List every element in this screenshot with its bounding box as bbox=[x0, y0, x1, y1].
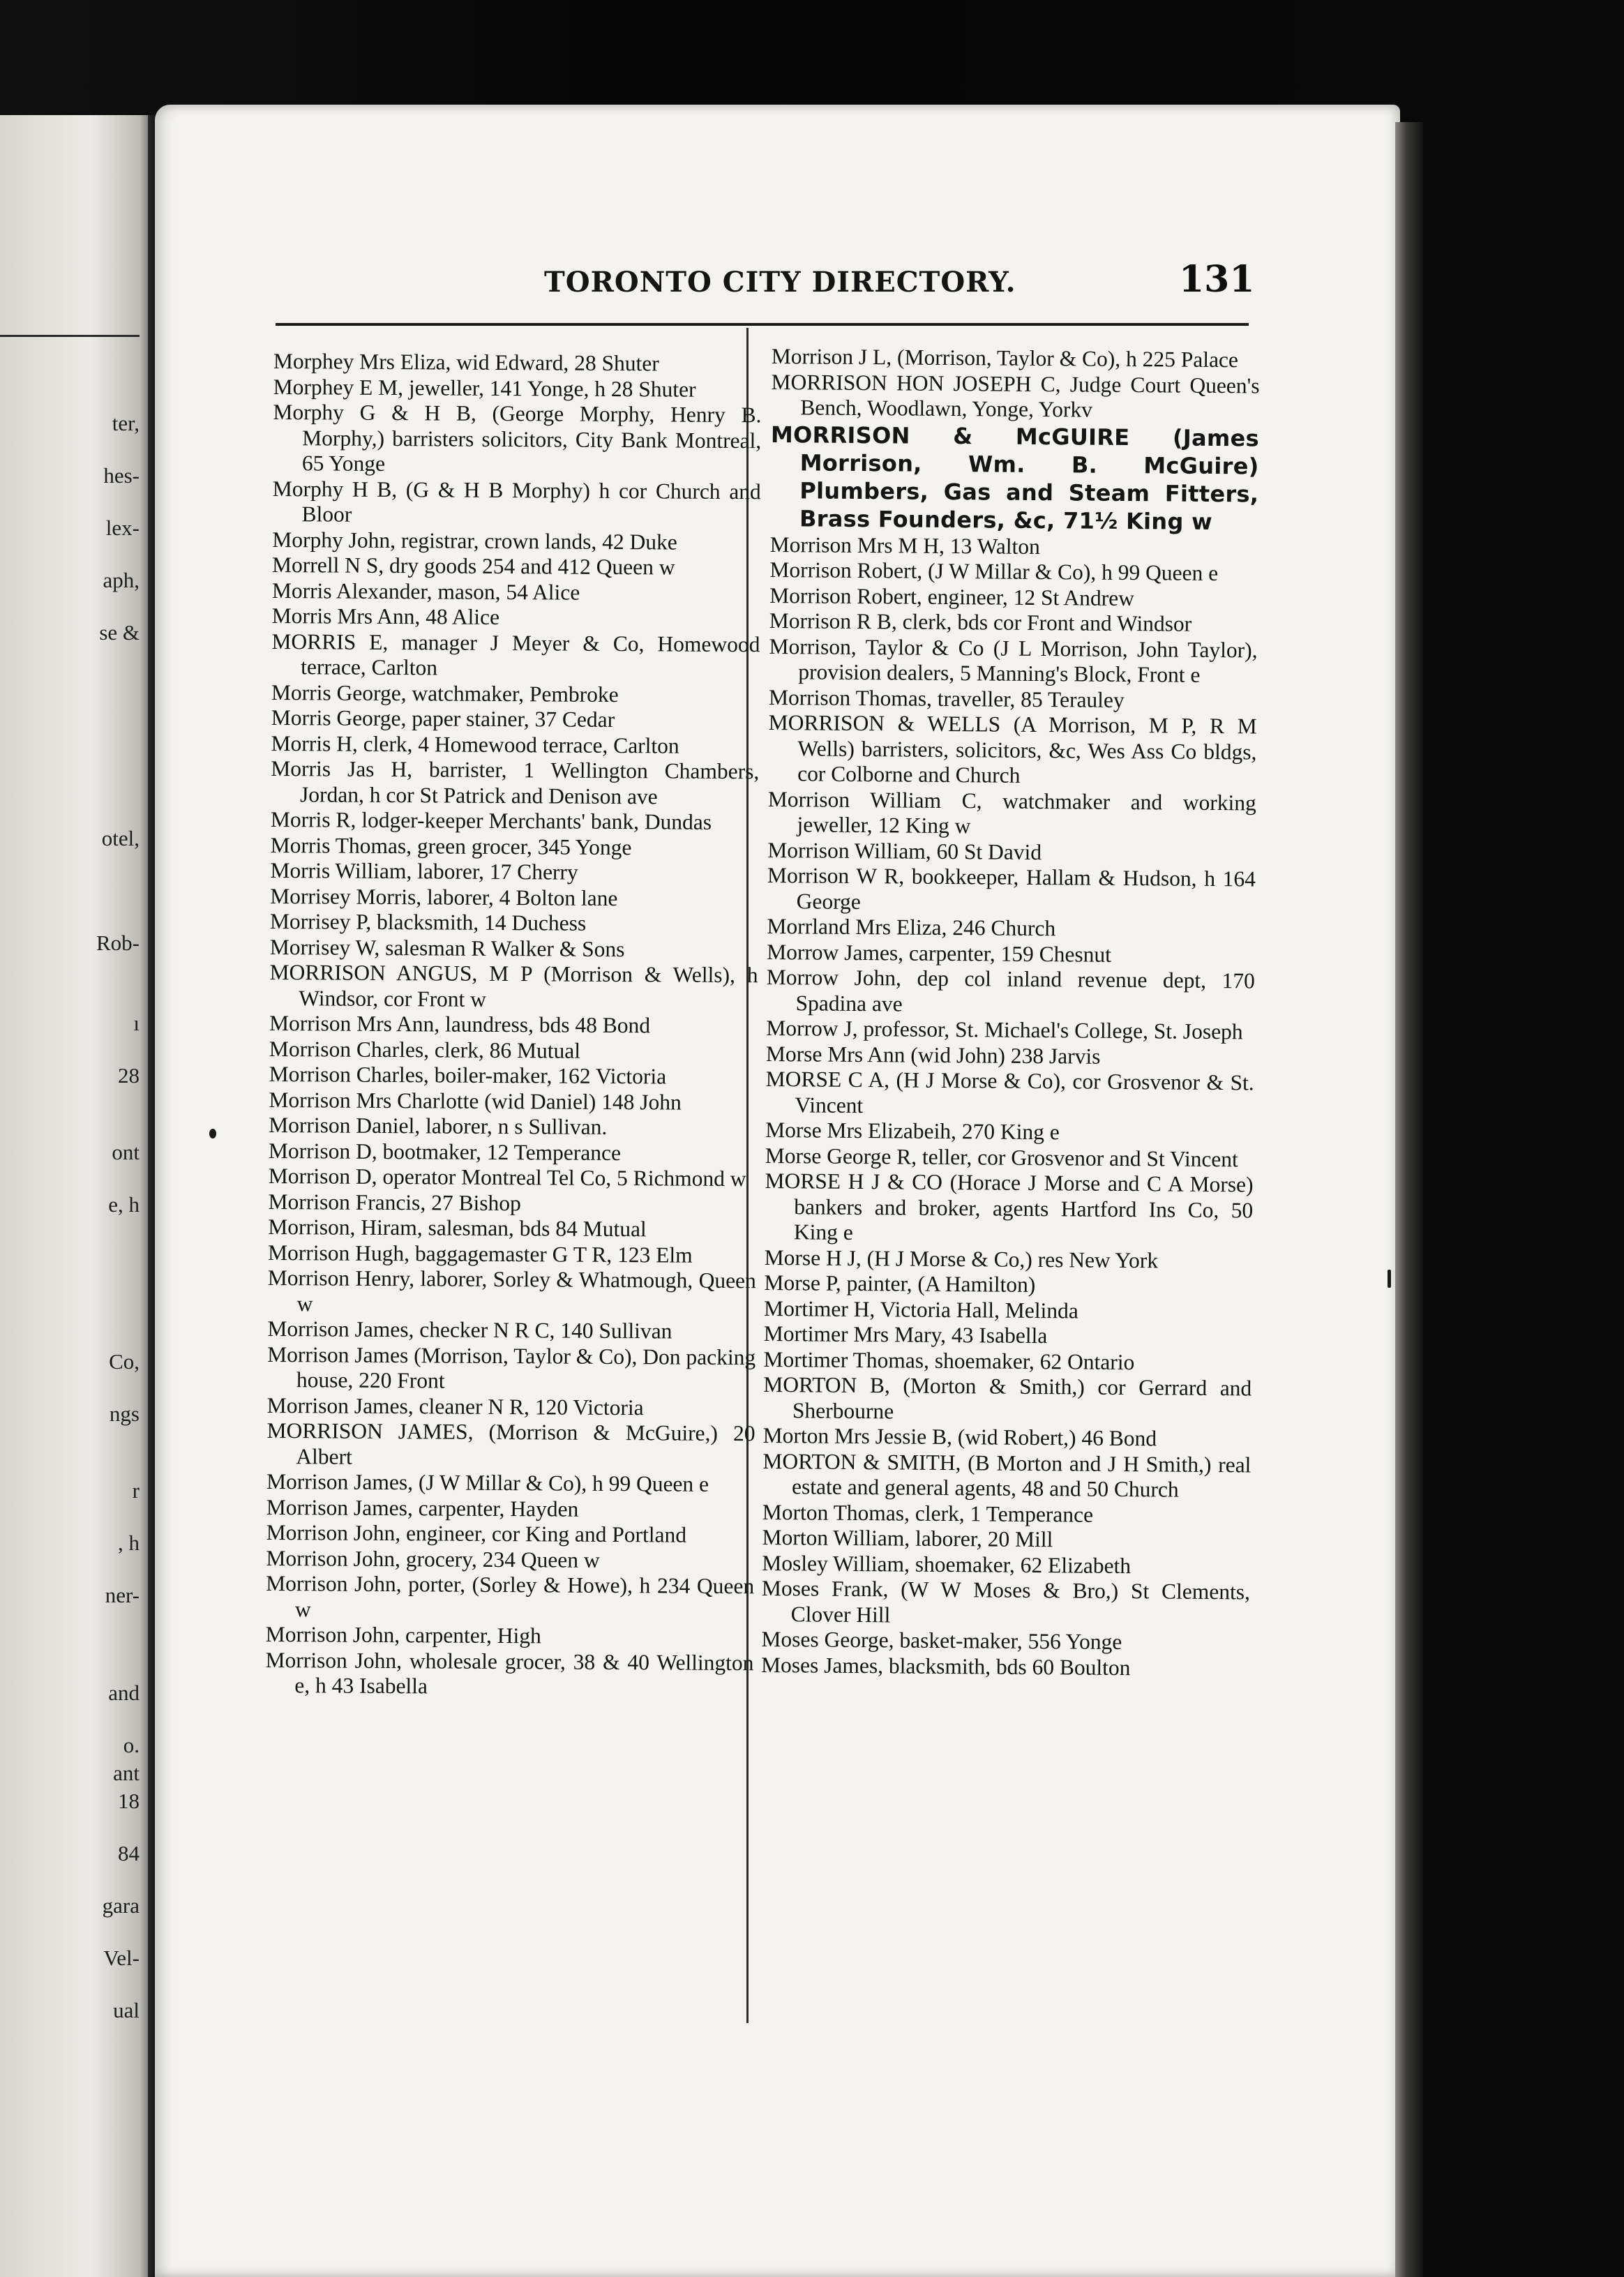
directory-entry: Morrison Henry, laborer, Sorley & Whatmough, Queen w bbox=[267, 1265, 756, 1316]
directory-entry: Morrison Charles, clerk, 86 Mutual bbox=[269, 1036, 581, 1063]
directory-entry: Morrison John, wholesale grocer, 38 & 40 Wellington e, h 43 Isabella bbox=[265, 1647, 754, 1699]
directory-entry: MORSE H J & CO (Horace J Morse and C A Morse) bankers and broker, agents Hartford Ins Co, 50 King e bbox=[765, 1168, 1254, 1245]
directory-entry: Morris H, clerk, 4 Homewood terrace, Carlton bbox=[271, 730, 679, 758]
directory-entry: Morrow James, carpenter, 159 Chesnut bbox=[767, 939, 1112, 967]
ink-speck bbox=[209, 1129, 216, 1138]
previous-page-fragment: Co, bbox=[109, 1349, 140, 1374]
previous-page-fragment: lex- bbox=[105, 516, 140, 540]
directory-entry: Morrow John, dep col inland revenue dept, 170 Spadina ave bbox=[766, 964, 1255, 1016]
directory-entry: Morrland Mrs Eliza, 246 Church bbox=[767, 913, 1056, 941]
header-rule bbox=[276, 323, 1249, 326]
directory-entry: Morse Mrs Ann (wid John) 238 Jarvis bbox=[765, 1041, 1101, 1069]
directory-entry: Morrisey Morris, laborer, 4 Bolton lane bbox=[270, 883, 618, 910]
directory-entry: Morrison Mrs M H, 13 Walton bbox=[769, 532, 1041, 559]
directory-entry: Mortimer Thomas, shoemaker, 62 Ontario bbox=[763, 1346, 1135, 1374]
directory-entry: Morris Thomas, green grocer, 345 Yonge bbox=[270, 832, 632, 859]
directory-entry: Morrison John, engineer, cor King and Portland bbox=[266, 1519, 687, 1547]
directory-entry: Morrison, Hiram, salesman, bds 84 Mutual bbox=[268, 1214, 647, 1242]
directory-entry: Morphey E M, jeweller, 141 Yonge, h 28 Shuter bbox=[273, 374, 696, 402]
previous-page-fragment: Vel- bbox=[103, 1946, 140, 1970]
previous-page-edge bbox=[0, 115, 152, 2277]
directory-entry: Morrison John, porter, (Sorley & Howe), h 234 Queen w bbox=[266, 1570, 755, 1621]
directory-entry: Morrison R B, clerk, bds cor Front and Windsor bbox=[769, 608, 1192, 636]
directory-entry: Mortimer H, Victoria Hall, Melinda bbox=[764, 1295, 1078, 1323]
directory-entry: MORTON B, (Morton & Smith,) cor Gerrard and Sherbourne bbox=[763, 1372, 1252, 1423]
directory-entry: Morrison D, operator Montreal Tel Co, 5 Richmond w bbox=[268, 1163, 746, 1192]
directory-entry: Morphy John, registrar, crown lands, 42 Duke bbox=[272, 527, 677, 555]
page-header-title: TORONTO CITY DIRECTORY. bbox=[544, 266, 1016, 299]
directory-entry: Morris R, lodger-keeper Merchants' bank, Dundas bbox=[270, 806, 712, 834]
directory-entry: MORRISON & McGUIRE (James Morrison, Wm. B. McGuire) Plumbers, Gas and Steam Fitters, Brass Founders, &c, 71½ King w bbox=[770, 421, 1260, 535]
previous-page-fragment: 84 bbox=[118, 1841, 140, 1865]
previous-page-fragment: ont bbox=[112, 1140, 140, 1164]
left-column bbox=[265, 349, 762, 1701]
directory-entry: MORRISON ANGUS, M P (Morrison & Wells), h Windsor, cor Front w bbox=[269, 959, 758, 1012]
directory-entry: Morrison Daniel, laborer, n s Sullivan. bbox=[269, 1112, 608, 1139]
ink-speck bbox=[1388, 1270, 1391, 1288]
directory-entry: Morse P, painter, (A Hamilton) bbox=[764, 1270, 1036, 1298]
directory-entry: Morris Mrs Ann, 48 Alice bbox=[271, 603, 500, 629]
previous-page-fragment: e, h bbox=[108, 1192, 140, 1217]
previous-page-fragment: r bbox=[132, 1478, 140, 1503]
directory-entry: Morrisey W, salesman R Walker & Sons bbox=[269, 934, 625, 961]
directory-entry: Morrison William C, watchmaker and working jeweller, 12 King w bbox=[767, 786, 1256, 839]
previous-page-fragment: aph, bbox=[103, 568, 140, 592]
directory-entry: Morse Mrs Elizabeih, 270 King e bbox=[765, 1117, 1060, 1145]
directory-entry: MORRISON & WELLS (A Morrison, M P, R M Wells) barristers, solicitors, &c, Wes Ass Co bldgs, cor Colborne and Church bbox=[768, 709, 1257, 788]
previous-page-fragment: ter, bbox=[112, 411, 140, 435]
directory-entry: Morrison J L, (Morrison, Taylor & Co), h 225 Palace bbox=[771, 344, 1239, 373]
directory-entry: Morrison Robert, engineer, 12 St Andrew bbox=[769, 583, 1135, 610]
directory-entry: Morrison Robert, (J W Millar & Co), h 99 Queen e bbox=[769, 557, 1219, 586]
directory-entry: Morphy G & H B, (George Morphy, Henry B. Morphy,) barristers solicitors, City Bank Montreal, 65 Yonge bbox=[273, 399, 762, 476]
directory-entry: Morphy H B, (G & H B Morphy) h cor Church and Bloor bbox=[272, 476, 761, 527]
page-stack-edge bbox=[1395, 122, 1423, 2277]
previous-page-fragment: ual bbox=[113, 1998, 140, 2022]
previous-page-fragment: ant bbox=[113, 1761, 140, 1785]
previous-page-fragment: ı bbox=[133, 1011, 140, 1035]
previous-page-fragment: se & bbox=[99, 620, 140, 645]
directory-entry: Mosley William, shoemaker, 62 Elizabeth bbox=[762, 1550, 1131, 1578]
directory-entry: Morrell N S, dry goods 254 and 412 Queen w bbox=[272, 552, 675, 580]
directory-entry: Morrison John, grocery, 234 Queen w bbox=[266, 1545, 600, 1572]
directory-entry: Morris William, laborer, 17 Cherry bbox=[270, 857, 578, 885]
directory-entry: Morrison Mrs Charlotte (wid Daniel) 148 John bbox=[269, 1087, 682, 1115]
directory-entry: Morris Jas H, barrister, 1 Wellington Chambers, Jordan, h cor St Patrick and Denison ave bbox=[271, 756, 760, 809]
directory-entry: Morphey Mrs Eliza, wid Edward, 28 Shuter bbox=[273, 349, 659, 376]
directory-entry: Morse George R, teller, cor Grosvenor and St Vincent bbox=[765, 1143, 1239, 1171]
previous-page-fragment: 18 bbox=[118, 1789, 140, 1813]
directory-entry: Morrison Thomas, traveller, 85 Terauley bbox=[768, 684, 1125, 712]
directory-entry: MORTON & SMITH, (B Morton and J H Smith,) real estate and general agents, 48 and 50 Church bbox=[762, 1448, 1251, 1502]
previous-page-fragment: o. bbox=[123, 1733, 140, 1757]
directory-entry: Mortimer Mrs Mary, 43 Isabella bbox=[763, 1321, 1048, 1348]
previous-page-fragment: Rob- bbox=[96, 931, 140, 955]
previous-page-rule bbox=[0, 335, 140, 337]
directory-entry: Morrisey P, blacksmith, 14 Duchess bbox=[269, 908, 587, 935]
directory-entry: Morrison Francis, 27 Bishop bbox=[268, 1189, 521, 1215]
page-number: 131 bbox=[1179, 258, 1255, 301]
directory-entry: Morton William, laborer, 20 Mill bbox=[762, 1524, 1053, 1552]
previous-page-fragment: otel, bbox=[101, 826, 140, 850]
directory-entry: Morrison William, 60 St David bbox=[767, 837, 1042, 864]
directory-entry: Moses James, blacksmith, bds 60 Boulton bbox=[760, 1652, 1131, 1680]
directory-entry: Morris George, watchmaker, Pembroke bbox=[271, 679, 619, 707]
directory-entry: Morrison James, carpenter, Hayden bbox=[266, 1494, 579, 1521]
directory-entry: Morris Alexander, mason, 54 Alice bbox=[271, 578, 580, 605]
directory-entry: Morrison James (Morrison, Taylor & Co), Don packing house, 220 Front bbox=[267, 1342, 756, 1393]
previous-page-fragment: ner- bbox=[105, 1583, 140, 1607]
directory-entry: Morrison, Taylor & Co (J L Morrison, John Taylor), provision dealers, 5 Manning's Block, Front e bbox=[769, 633, 1258, 687]
previous-page-fragment: gara bbox=[102, 1893, 140, 1918]
directory-entry: Morse H J, (H J Morse & Co,) res New York bbox=[764, 1245, 1159, 1272]
previous-page-fragment: ngs bbox=[109, 1401, 140, 1426]
directory-entry: Morrison James, (J W Millar & Co), h 99 Queen e bbox=[266, 1468, 709, 1496]
previous-page-fragment: hes- bbox=[103, 463, 140, 488]
directory-entry: Moses George, basket-maker, 556 Yonge bbox=[761, 1626, 1122, 1655]
directory-entry: Morrison James, checker N R C, 140 Sullivan bbox=[267, 1316, 672, 1344]
directory-entry: Morrison D, bootmaker, 12 Temperance bbox=[268, 1138, 622, 1165]
directory-entry: Morrison Mrs Ann, laundress, bds 48 Bond bbox=[269, 1010, 651, 1038]
directory-entry: Morrison John, carpenter, High bbox=[265, 1621, 541, 1648]
directory-entry: MORRISON JAMES, (Morrison & McGuire,) 20 Albert bbox=[266, 1418, 755, 1469]
directory-entry: Morrison W R, bookkeeper, Hallam & Hudson, h 164 George bbox=[767, 862, 1256, 914]
directory-entry: Morton Thomas, clerk, 1 Temperance bbox=[762, 1499, 1094, 1527]
directory-entry: Morrow J, professor, St. Michael's College, St. Joseph bbox=[766, 1015, 1243, 1044]
previous-page-fragment: 28 bbox=[118, 1063, 140, 1088]
previous-page-fragment: , h bbox=[118, 1531, 140, 1555]
directory-entry: MORRISON HON JOSEPH C, Judge Court Queen's Bench, Woodlawn, Yonge, Yorkv bbox=[771, 369, 1260, 422]
directory-entry: Morrison Hugh, baggagemaster G T R, 123 Elm bbox=[267, 1240, 693, 1268]
directory-entry: MORSE C A, (H J Morse & Co), cor Grosvenor & St. Vincent bbox=[765, 1066, 1254, 1118]
right-column bbox=[761, 344, 1260, 1681]
directory-entry: Morrison Charles, boiler-maker, 162 Victoria bbox=[269, 1061, 667, 1089]
directory-entry: MORRIS E, manager J Meyer & Co, Homewood terrace, Carlton bbox=[271, 629, 760, 680]
directory-entry: Moses Frank, (W W Moses & Bro,) St Clements, Clover Hill bbox=[761, 1575, 1251, 1627]
directory-entry: Morrison James, cleaner N R, 120 Victoria bbox=[266, 1392, 644, 1420]
directory-entry: Morton Mrs Jessie B, (wid Robert,) 46 Bond bbox=[762, 1422, 1157, 1451]
previous-page-fragment: and bbox=[108, 1681, 140, 1705]
directory-entry: Morris George, paper stainer, 37 Cedar bbox=[271, 705, 615, 732]
